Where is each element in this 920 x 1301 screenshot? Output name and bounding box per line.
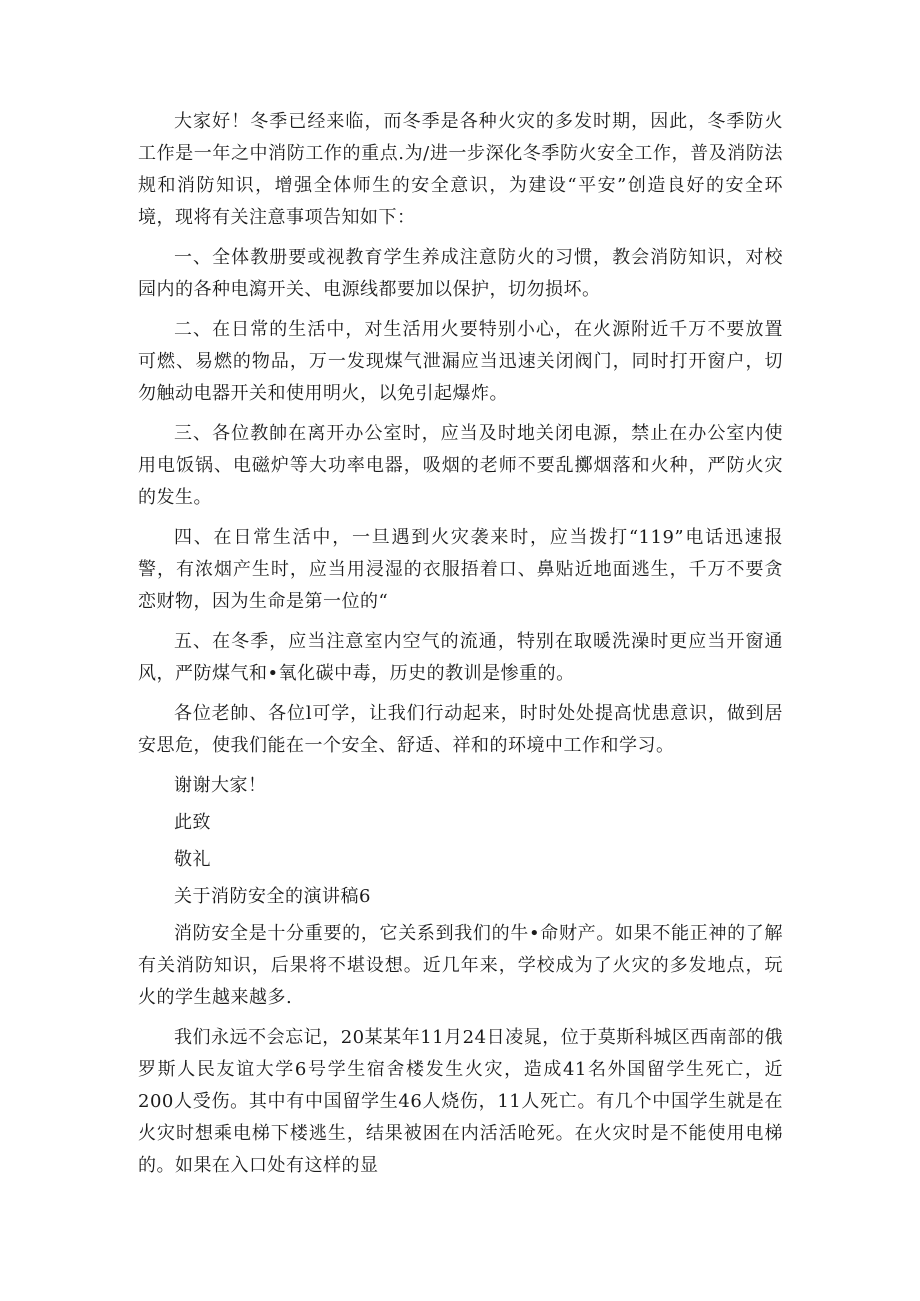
paragraph-item-1: 一、全体教册要或视教育学生养成注意防火的习惯，教会消防知识，对校园内的各种电瀉开关、电源线都要加以保护，切勿损坏。 bbox=[138, 247, 783, 300]
paragraph-item-3: 三、各位教帥在离开办公室时，应当及时地关闭电源，禁止在办公室内使用电饭锅、电磁炉等大功率电器，吸烟的老师不要乱擲烟落和火种，严防火灾的发生。 bbox=[138, 423, 783, 508]
paragraph-closing: 各位老帥、各位l可学，让我们行动起来，时时处处提高忧患意识，做到居安思危，使我们能在一个安全、舒适、祥和的环境中工作和学习。 bbox=[138, 703, 783, 756]
paragraph-item-2: 二、在日常的生活中，对生活用火要特别小心，在火源附近千万不要放置可燃、易燃的物品，万一发现煤气泄漏应当迅速关闭阀门，同时打开窗户，切勿触动电器开关和使用明火，以免引起爆炸。 bbox=[138, 319, 783, 404]
document-body bbox=[138, 106, 783, 1190]
paragraph-item-4: 四、在日常生活中，一旦遇到火灾袭来时，应当拨打“119”电话迅速报警，有浓烟产生时，应当用浸湿的衣服捂着口、鼻贴近地面逃生，千万不要贪恋财物，因为生命是第一位的“ bbox=[138, 527, 783, 612]
paragraph-story: 我们永远不会忘记，20某某年11月24日凌晁，位于莫斯科城区西南部的俄罗斯人民友谊大学6号学生宿舍楼发生火灾，造成41名外国留学生死亡，近200人受伤。其中有中国留学生46人烧伤，11人死亡。有几个中国学生就是在火灾时想乘电梯下楼逃生，结果被困在内活活呛死。在火灾时是不能使用电梯的。如果在入口处有这样的显 bbox=[138, 1027, 783, 1176]
paragraph-salutation: 此致 bbox=[174, 812, 211, 833]
paragraph-item-5: 五、在冬季，应当注意室内空气的流通，特别在取暖洗澡时更应当开窗通风，严防煤气和•氧化碳中毒，历史的教训是惨重的。 bbox=[138, 631, 783, 684]
paragraph-thanks: 谢谢大家！ bbox=[174, 775, 267, 796]
section-title: 关于消防安全的演讲稿6 bbox=[174, 886, 371, 907]
paragraph-greeting: 大家好！冬季已经来临，而冬季是各种火灾的多发时期，因此，冬季防火工作是一年之中消防工作的重点.为/进一步深化冬季防火安全工作，普及消防法规和消防知识，增强全体师生的安全意识，为建设“平安”创造良好的安全环境，现将有关注意事项告知如下： bbox=[138, 111, 783, 228]
paragraph-intro-6: 消防安全是十分重要的，它关系到我们的牛•命财产。如果不能正神的了解有关消防知识，后果将不堪设想。近几年来，学校成为了火灾的多发地点，玩火的学生越来越多. bbox=[138, 923, 783, 1008]
paragraph-regards: 敬礼 bbox=[174, 849, 211, 870]
